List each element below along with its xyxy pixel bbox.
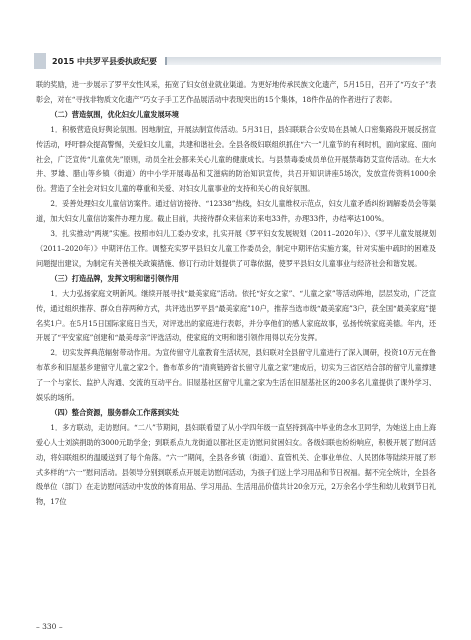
body-paragraph: 3．扎实推动“两规”实施。按照市妇儿工委办安求，扎实开展《罗平妇女发展规划（2011–2020年）》、《罗平儿童发展规划（2011–2020年）》中期评估工作。调整充实罗平县妇女儿童工作委员会，制定中期评估实施方案，针对实施中疏时的困难及问题提出建议，为制定有关善根关政策措施、修订行动计划提供了可靠依据，使罗平县妇女儿童事业与经济社会和谐发展。 xyxy=(36,229,436,268)
body-paragraph: 2．妥善处理妇女儿童信访案件。通过信访接待、“12338”热线，妇女儿童维权示范点，妇女儿童矛盾纠纷调解委员会等渠道，加大妇女儿童信访案件办理力度。截止目前，共接待群众来信来访来电33件，办理33件，办结率达100%。 xyxy=(36,199,436,224)
body-paragraph: 联的奖励，进一步展示了罗平女性风采，拓宽了妇女创业就业渠道。为更好地传承民族文化遗产，5月15日，召开了“巧女子”表彰会，对在“寻找非物质文化遗产”巧女子手工艺作品展活动中表现突出的15个集体，18件作品的作者进行了表彰。 xyxy=(36,80,436,104)
section-heading: （四）整合资源，服务群众工作落到实处 xyxy=(50,407,179,417)
page-number: – 330 – xyxy=(36,622,63,631)
section-heading: （二）营造氛围，优化妇女儿童发展环境 xyxy=(50,109,179,119)
header-decorative-rule xyxy=(165,57,441,65)
header-title: 2015 中共罗平县委执政纪要 xyxy=(52,56,158,66)
document-body xyxy=(36,78,436,510)
page-header xyxy=(34,50,441,72)
body-paragraph: 2．切实发挥典范辐射带动作用。为宣传留守儿童教育生活状况，县妇联对全县留守儿童进行了深入调研，投资10万元在鲁布革乡和旧屋基乡建留守儿童之家2个。鲁布革乡的“清爽链跨省长留守儿童之家”建成后，切实为三省区结合部的留守儿童撑建了一个与家长、监护人沟通、交流的互动平台。旧屋基社区留守儿童之家为生活在旧屋基社区的200多名儿童提供了课外学习、娱乐的场所。 xyxy=(36,348,436,403)
header-logo-mark xyxy=(34,53,46,69)
section-heading: （三）打造品牌，发挥文明和谐引领作用 xyxy=(50,273,179,283)
body-paragraph: 1．积极营造良好舆论氛围。因地制宜，开展法制宣传活动。5月31日，县妇联联合公安局在县城人口密集路段开展反拐宣传活动，呼吁群众提高警惕，关爱妇女儿童，共建和谐社会。全县各级妇联组织抓住“六一”儿童节的有利时机，面向家庭、面向社会，广泛宣传“儿童优先”原则，动员全社会都来关心儿童的健康成长。与县禁毒委成员单位开展禁毒防艾宣传活动。在大水井、罗雄、腊山等乡镇（街道）的中小学开展毒品和艾滋病的防治知识宣传，共召开知识讲座5场次，发放宣传资料1000余份。营造了全社会对妇女儿童的尊重和关爱、对妇女儿童事业的支持和关心的良好氛围。 xyxy=(36,124,436,194)
body-paragraph: 1．大力弘扬家庭文明新风。继续开展寻找“最美家庭”活动。依托“好女之家”、“儿童之家”等活动阵地，层层发动，广泛宣传，通过组织推荐、群众自荐两种方式，共评选出罗平县“最美家庭”10户，推荐当选市级“最美家庭”3户，获全国“最美家庭”提名奖1户。在5月15日国际家庭日当天，对评选出的家庭进行表彰，并分享他们的感人家庭故事，弘扬传统家庭美德。年内，还开展了“平安家庭”创建和“最美母亲”评选活动，使家庭的文明和谐引领作用得以充分发挥。 xyxy=(36,288,436,343)
body-paragraph: 1．多方联动，走访慰问。“二八”节期间，县妇联看望了从小学四年级一直坚持到高中毕业的念水卫同学，为她送上由上海爱心人士刘滨捐助的3000元助学金；到联系点九龙街道以都社区走访慰问贫困妇女。各级妇联也纷纷响应，积极开展了慰问活动，将妇联组织的温暖送到了每个角落。“六一”期间，全县各乡镇（街道）、直管机关、企事业单位、人民团体等陆续开展了形式多样的“六一”慰问活动。县领导分别到联系点开展走访慰问活动，为孩子们送上学习用品和节日祝福。据不完全统计，全县各级单位（部门）在走访慰问活动中发放的体育用品、学习用品、生活用品价值共计20余万元，2万余名小学生和幼儿收到节日礼物，17位 xyxy=(36,422,436,507)
